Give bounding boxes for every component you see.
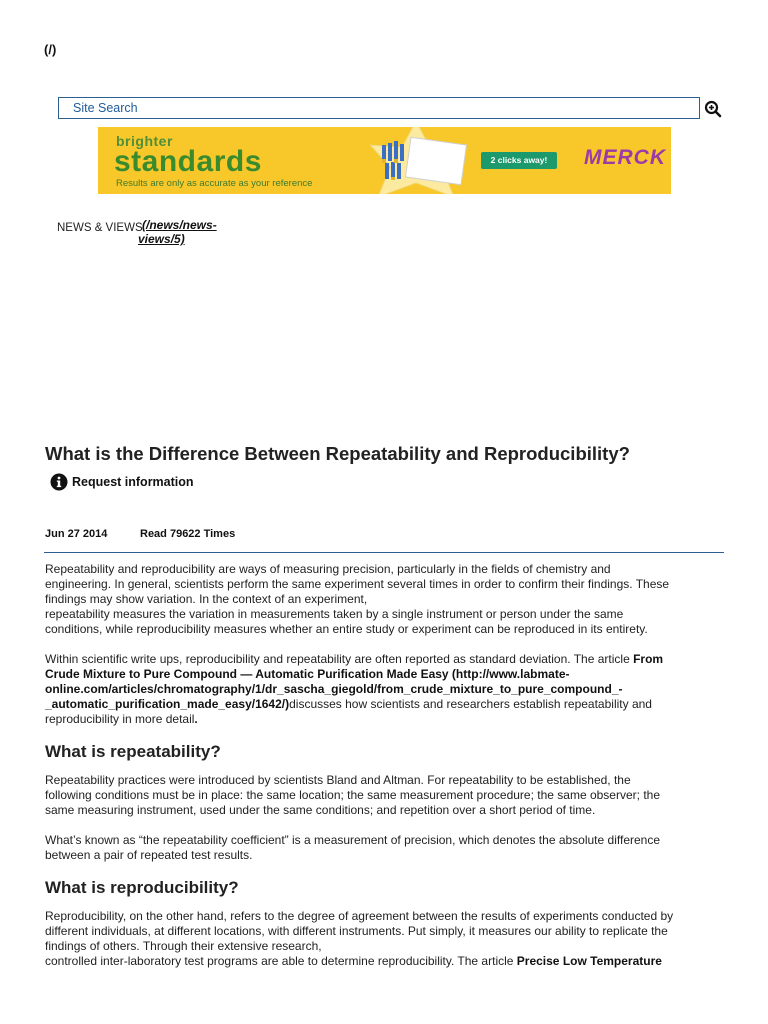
link-line: online.com/articles/chromatography/1/dr_sascha_giegold/from_crude_mixture_to_pure_compound_- bbox=[45, 682, 623, 696]
heading-reproducibility: What is reproducibility? bbox=[45, 878, 239, 897]
request-information-label: Request information bbox=[72, 475, 194, 489]
paragraph-intro bbox=[45, 562, 725, 637]
divider bbox=[44, 552, 724, 553]
link-line: _automatic_purification_made_easy/1642/) bbox=[45, 697, 290, 711]
text-line: findings of others. Through their extensive research, bbox=[45, 939, 322, 953]
news-views-link-line1: (/news/news- bbox=[142, 218, 217, 232]
text-span: reproducibility in more detail bbox=[45, 712, 195, 726]
advertisement-banner[interactable] bbox=[98, 127, 671, 194]
paragraph-repeatability bbox=[45, 773, 725, 818]
info-icon bbox=[50, 473, 68, 491]
article-date: Jun 27 2014 bbox=[45, 528, 108, 540]
text-line: following conditions must be in place: the same location; the same measurement procedure; the same observer; the bbox=[45, 788, 660, 802]
search-zoom-icon[interactable] bbox=[704, 100, 722, 118]
banner-small-text: brighter bbox=[116, 133, 173, 149]
paragraph-reproducibility bbox=[45, 909, 725, 969]
link-line: From bbox=[633, 652, 664, 666]
text-line: different individuals, at different locations, with different instruments. Put simply, it measures our ability to replicate the bbox=[45, 924, 668, 938]
text-line: repeatability measures the variation in measurements taken by a single instrument or person under the same bbox=[45, 607, 624, 621]
article-title: What is the Difference Between Repeatability and Reproducibility? bbox=[45, 443, 630, 464]
heading-repeatability: What is repeatability? bbox=[45, 742, 221, 761]
text-line: Repeatability practices were introduced by scientists Bland and Altman. For repeatability to be established, the bbox=[45, 773, 631, 787]
article-link-precise-low-temperature[interactable]: Precise Low Temperature bbox=[516, 954, 662, 968]
link-line: Crude Mixture to Pure Compound — Automatic Purification Made Easy (http://www.labmate- bbox=[45, 667, 570, 681]
text-line bbox=[45, 712, 725, 727]
section-label: NEWS & VIEWS bbox=[57, 222, 143, 234]
request-information-button[interactable] bbox=[50, 473, 194, 491]
banner-tagline: Results are only as accurate as your reference bbox=[116, 178, 313, 189]
banner-headline: standards bbox=[114, 145, 262, 178]
text-line: What’s known as “the repeatability coefficient” is a measurement of precision, which denotes the absolute difference bbox=[45, 833, 661, 847]
article-read-count: Read 79622 Times bbox=[140, 528, 236, 540]
site-search-input[interactable] bbox=[58, 97, 700, 119]
paragraph-article-reference bbox=[45, 652, 725, 727]
text-line: engineering. In general, scientists perform the same experiment several times in order to confirm their findings. These bbox=[45, 577, 670, 591]
search-bar bbox=[58, 97, 700, 119]
banner-brand-logo: MERCK bbox=[584, 146, 666, 169]
product-star-image bbox=[346, 127, 486, 194]
news-views-link-line2: views/5) bbox=[138, 232, 185, 246]
news-views-link[interactable] bbox=[138, 218, 248, 246]
paragraph-repeatability-coefficient bbox=[45, 833, 725, 863]
text-line: Repeatability and reproducibility are ways of measuring precision, particularly in the fields of chemistry and bbox=[45, 562, 611, 576]
text-span: Within scientific write ups, reproducibility and repeatability are often reported as standard deviation. The article bbox=[45, 652, 634, 666]
article-body bbox=[45, 562, 725, 984]
banner-cta-button[interactable]: 2 clicks away! bbox=[481, 152, 557, 169]
home-link[interactable]: (/) bbox=[44, 42, 57, 57]
text-line: conditions, while reproducibility measures whether an entire study or experiment can be reproduced in its entirety. bbox=[45, 622, 648, 636]
text-line: Reproducibility, on the other hand, refers to the degree of agreement between the results of experiments conducted by bbox=[45, 909, 674, 923]
text-line: findings may show variation. In the context of an experiment, bbox=[45, 592, 368, 606]
text-span: controlled inter-laboratory test programs are able to determine reproducibility. The article bbox=[45, 954, 517, 968]
text-span: . bbox=[194, 712, 198, 726]
text-line bbox=[45, 954, 725, 969]
text-span: discusses how scientists and researchers establish repeatability and bbox=[289, 697, 652, 711]
text-line: same measuring instrument, used under the same conditions; and repetition over a short period of time. bbox=[45, 803, 596, 817]
text-line: between a pair of repeated test results. bbox=[45, 848, 253, 862]
